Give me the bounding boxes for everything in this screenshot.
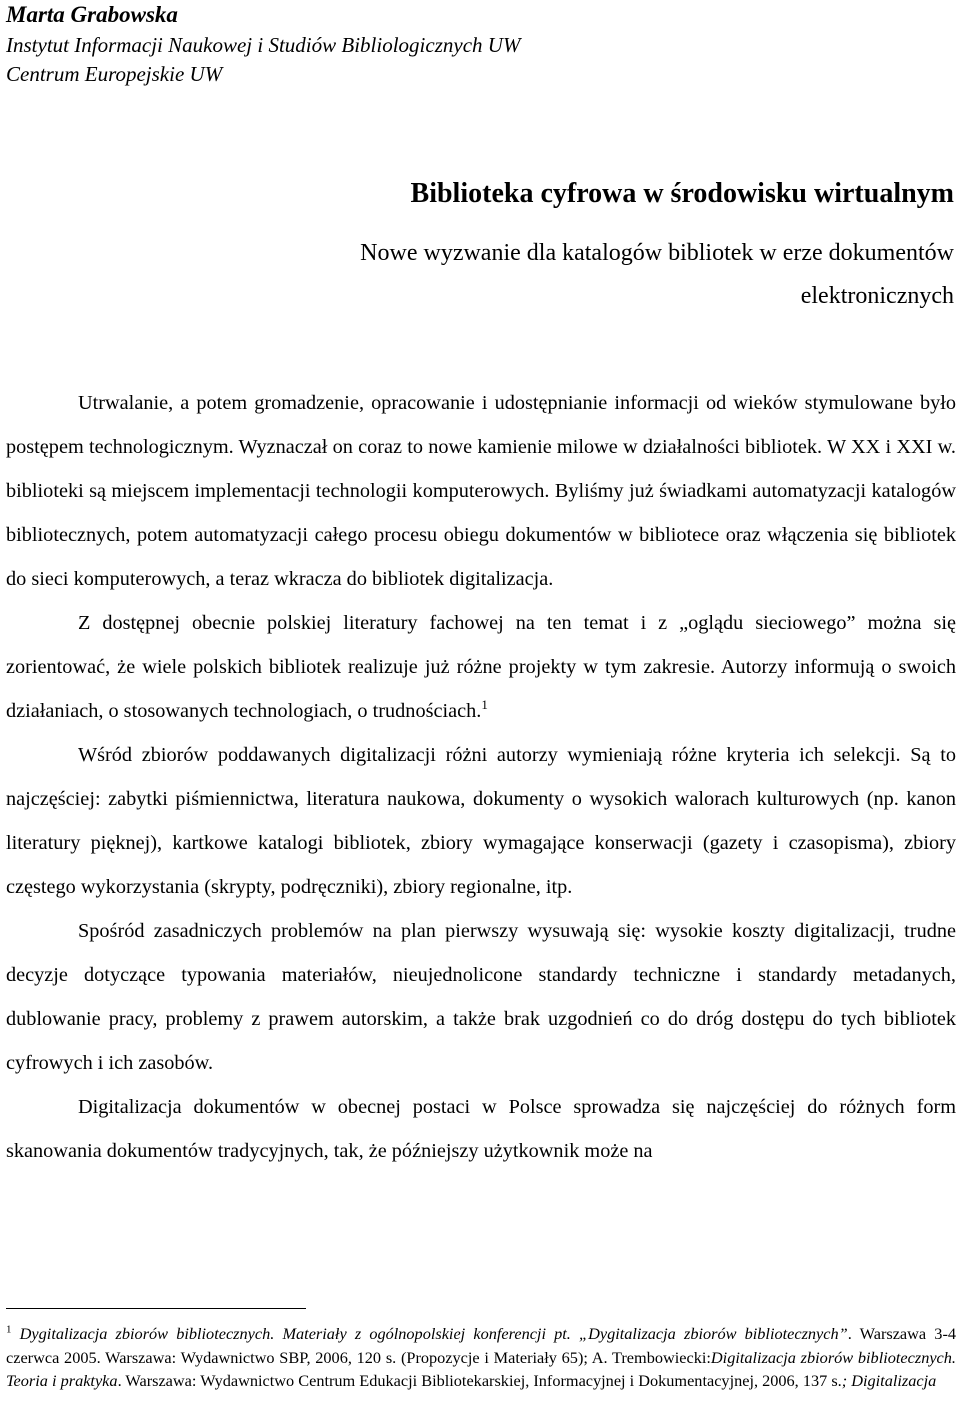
document-subtitle: Nowe wyzwanie dla katalogów bibliotek w erze dokumentów elektronicznych xyxy=(360,240,954,309)
footnote-1 xyxy=(6,1322,956,1393)
document-title: Biblioteka cyfrowa w środowisku wirtualnym xyxy=(410,178,954,209)
footnote-reference[interactable]: 1 xyxy=(481,697,488,713)
body-text xyxy=(6,381,956,1173)
paragraph-4: Spośród zasadniczych problemów na plan pierwszy wysuwają się: wysokie koszty digitalizacji, trudne decyzje dotyczące typowania materiałów, nieujednolicone standardy techniczne i standardy metadanych, dublowanie pracy, problemy z prawem autorskim, a także brak uzgodnień co do dróg dostępu do tych bibliotek cyfrowych i ich zasobów. xyxy=(6,920,956,1074)
footnote-text-2: . Warszawa: Wydawnictwo Centrum Edukacji Bibliotekarskiej, Informacyjnej i Dokumentacyjnej, 2006, 137 s. xyxy=(117,1371,842,1390)
paragraph-5: Digitalizacja dokumentów w obecnej postaci w Polsce sprowadza się najczęściej do różnych form skanowania dokumentów tradycyjnych, tak, że późniejszy użytkownik może na xyxy=(6,1096,956,1162)
footnote-marker: 1 xyxy=(6,1323,12,1336)
paragraph-2 xyxy=(6,601,956,733)
footnote-citation-1: Dygitalizacja zbiorów bibliotecznych. Materiały z ogólnopolskiej konferencji pt. „Dygitalizacja zbiorów bibliotecznych” xyxy=(19,1324,848,1343)
affiliation-institute: Instytut Informacji Naukowej i Studiów Bibliologicznych UW xyxy=(6,33,521,57)
footnote-separator xyxy=(6,1308,306,1309)
footnote-citation-3: ; Digitalizacja xyxy=(841,1371,937,1390)
paragraph-2-text: Z dostępnej obecnie polskiej literatury fachowej na ten temat i z „oglądu sieciowego” można się zorientować, że wiele polskich bibliotek realizuje już różne projekty w tym zakresie. Autorzy informują o swoich działaniach, o stosowanych technologiach, o trudnościach. xyxy=(6,612,956,722)
paragraph-3: Wśród zbiorów poddawanych digitalizacji różni autorzy wymieniają różne kryteria ich selekcji. Są to najczęściej: zabytki piśmiennictwa, literatura naukowa, dokumenty o wysokich walorach kulturowych (np. kanon literatury pięknej), kartkowe katalogi bibliotek, zbiory wymagające konserwacji (gazety i czasopisma), zbiory częstego wykorzystania (skrypty, podręczniki), zbiory regionalne, itp. xyxy=(6,744,956,898)
footnote-text-1: . Warszawa 3-4 czerwca 2005. Warszawa: Wydawnictwo SBP, 2006, 120 s. (Propozycje i Materiały 65); A. Trembowiecki: xyxy=(6,1324,957,1367)
author-name: Marta Grabowska xyxy=(6,2,178,27)
affiliation-centre: Centrum Europejskie UW xyxy=(6,62,223,86)
footnote-citation-2: Digitalizacja zbiorów bibliotecznych. Teoria i praktyka xyxy=(6,1347,956,1390)
paragraph-1: Utrwalanie, a potem gromadzenie, opracowanie i udostępnianie informacji od wieków stymulowane było postępem technologicznym. Wyznaczał on coraz to nowe kamienie milowe w działalności bibliotek. W XX i XXI w. biblioteki są miejscem implementacji technologii komputerowych. Byliśmy już świadkami automatyzacji katalogów bibliotecznych, potem automatyzacji całego procesu obiegu dokumentów w bibliotece oraz włączenia się bibliotek do sieci komputerowych, a teraz wkracza do bibliotek digitalizacja. xyxy=(6,392,956,590)
